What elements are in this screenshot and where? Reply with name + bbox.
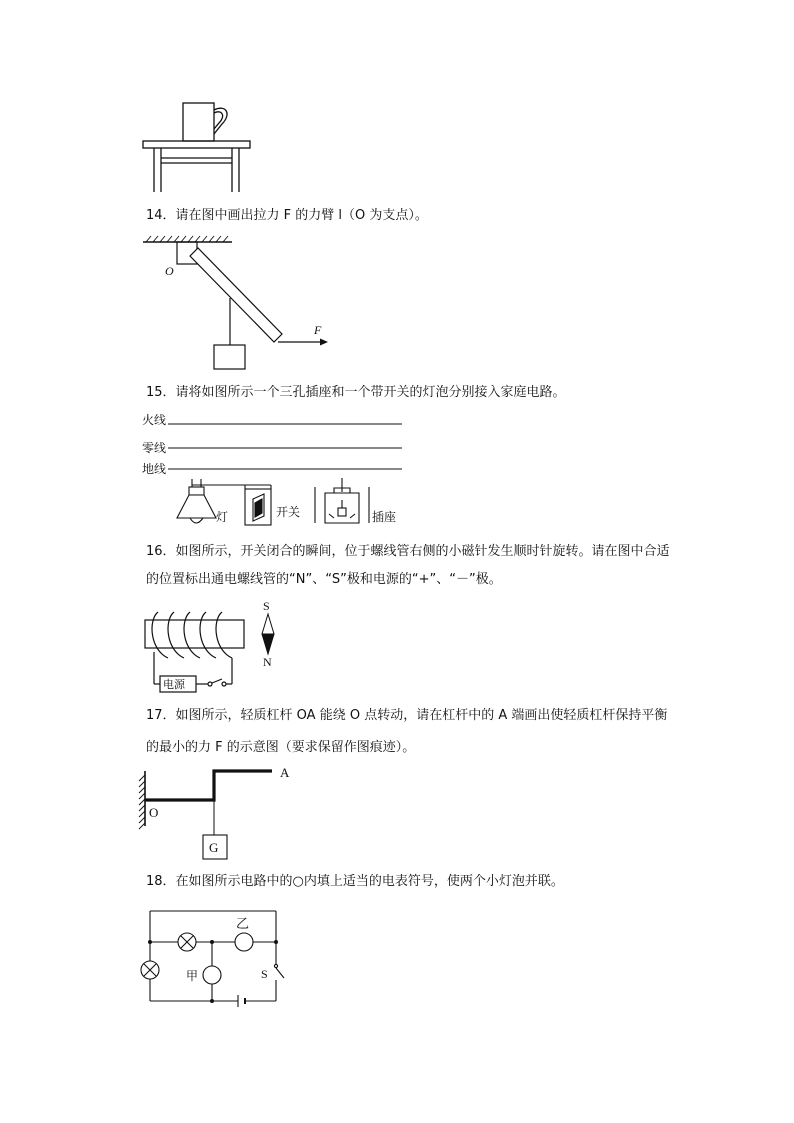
question-17-line1: 17．如图所示，轻质杠杆 OA 能绕 O 点转动，请在杠杆中的 A 端画出使轻质杠杆保持平衡 — [146, 708, 668, 723]
needle-s-label: S — [263, 599, 270, 613]
label-o-14: O — [165, 264, 174, 278]
question-16-line2: 的位置标出通电螺线管的“N”、“S”极和电源的“+”、“－”极。 — [146, 572, 502, 587]
label-f-14: F — [314, 323, 322, 337]
label-g-17: G — [209, 840, 219, 855]
socket-label: 插座 — [372, 510, 397, 524]
lamp-2-icon — [141, 961, 159, 979]
question-14-text: 14．请在图中画出拉力 F 的力臂 l（O 为支点）。 — [146, 208, 428, 223]
lamp-label: 灯 — [216, 510, 229, 524]
label-jia: 甲 — [186, 969, 199, 983]
label-o-17: O — [149, 805, 159, 820]
switch-label: 开关 — [276, 505, 301, 519]
label-s-18: S — [261, 967, 268, 981]
question-16-line1: 16．如图所示，开关闭合的瞬间，位于螺线管右侧的小磁针发生顺时针旋转。请在图中合适 — [146, 544, 670, 559]
switch-s — [276, 968, 284, 978]
question-15-text: 15．请将如图所示一个三孔插座和一个带开关的灯泡分别接入家庭电路。 — [146, 385, 566, 400]
label-a-17: A — [280, 765, 290, 780]
question-18-text: 18．在如图所示电路中的○内填上适当的电表符号，使两个小灯泡并联。 — [146, 874, 564, 889]
neutral-wire-label: 零线 — [142, 441, 167, 455]
live-wire-label: 火线 — [142, 413, 167, 427]
question-17-line2: 的最小的力 F 的示意图（要求保留作图痕迹）。 — [146, 740, 416, 755]
power-supply-label: 电源 — [163, 678, 185, 691]
needle-n-label: N — [263, 655, 272, 669]
meter-jia-circle[interactable] — [203, 966, 221, 984]
lamp-1-icon — [178, 933, 196, 951]
meter-yi-circle[interactable] — [235, 933, 253, 951]
label-yi: 乙 — [236, 916, 250, 931]
ground-wire-label: 地线 — [142, 462, 167, 476]
